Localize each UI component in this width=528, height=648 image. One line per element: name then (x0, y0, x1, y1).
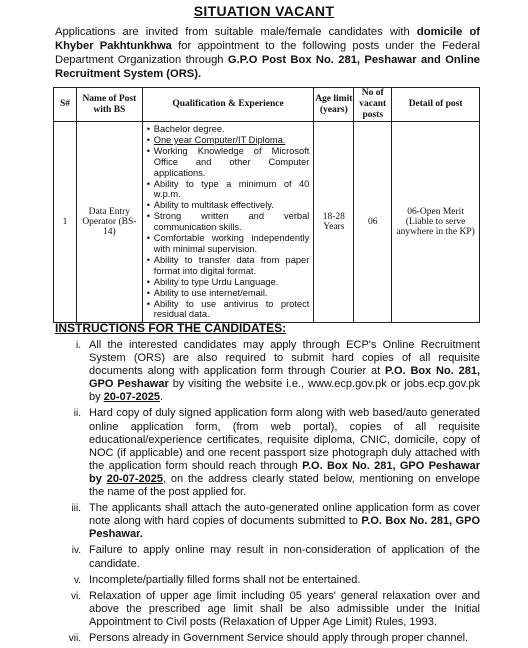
cell-serial: 1 (54, 122, 77, 323)
qualification-item: • One year Computer/IT Diploma. (147, 135, 310, 146)
page-title: SITUATION VACANT (193, 3, 335, 19)
qualification-item: • Strong written and verbal communication skills. (147, 211, 310, 233)
posts-table (53, 87, 480, 323)
instruction-number: iv. (71, 545, 81, 557)
instruction-text (89, 502, 480, 541)
instruction-item (55, 590, 480, 629)
qualification-item: • Ability to transfer data from paper format into digital format. (147, 255, 310, 277)
detail-liability: (Liable to serve anywhere in the KP) (396, 217, 475, 238)
qualification-item: • Ability to use internet/email. (147, 288, 310, 299)
instruction-part: by visiting the website i.e., www.ecp.gov.pk or jobs.ecp.gov.pk by (89, 378, 480, 404)
instruction-deadline: 20-07-2025 (106, 472, 163, 485)
instruction-part: . (159, 391, 164, 404)
header-post: Name of Post with BS (76, 88, 142, 122)
instruction-item (55, 544, 480, 570)
instruction-number: iii. (71, 503, 81, 515)
intro-domicile: domicile of Khyber Pakhtunkhwa (55, 26, 480, 52)
instruction-text: Relaxation of upper age limit including 05 years' general relaxation over and above the prescribed age limit shall be also admissible under the Initial Appointment to Civil posts (Relaxation of Upper Age Limit) Rules, 1993. (89, 589, 480, 628)
qualification-item: • Ability to type Urdu Language. (147, 277, 310, 288)
instruction-item (55, 574, 480, 587)
cell-post: Data Entry Operator (BS-14) (76, 122, 142, 323)
instruction-text (89, 407, 480, 499)
instruction-number: vii. (68, 632, 81, 644)
instruction-text: Failure to apply online may result in non-consideration of application of the candidate. (89, 544, 480, 570)
instructions-list (55, 339, 480, 648)
header-detail: Detail of post (392, 88, 480, 122)
instruction-deadline: 20-07-2025 (103, 391, 160, 404)
header-qualification: Qualification & Experience (142, 88, 314, 122)
instruction-item (55, 502, 480, 541)
qualification-item: • Working Knowledge of Microsoft Office and other Computer applications. (147, 146, 310, 179)
instruction-number: ii. (73, 408, 81, 420)
instruction-part: , on the address clearly stated below, mentioning on envelope the name of the post applied for. (89, 472, 480, 499)
cell-detail (392, 122, 480, 323)
qualification-item: • Ability to type a minimum of 40 w.p.m. (147, 179, 310, 201)
instruction-number: i. (76, 340, 81, 351)
instruction-text: Incomplete/partially filled forms shall not be entertained. (89, 573, 361, 586)
header-serial: S# (54, 88, 77, 122)
cell-age: 18-28 Years (314, 122, 354, 323)
cell-vacant: 06 (354, 122, 392, 323)
intro-text: Applications are invited from suitable male/female candidates with (55, 26, 417, 38)
intro-paragraph (55, 25, 480, 81)
instructions-heading: INSTRUCTIONS FOR THE CANDIDATES: (55, 321, 287, 335)
instruction-item (55, 407, 480, 499)
header-vacant: No of vacant posts (354, 88, 392, 122)
intro-text: for appointment to the following posts under the Federal Department Organization through (55, 40, 481, 66)
instruction-part: Hard copy of duly signed application form along with web based/auto generated online application form, (from web portal), copies of all requisite educational/experience certificates, requisite diploma, CNIC, domicile, copy of NOC (if applicable) and one recent passport size photograph duly attached with the application form should reach through (89, 407, 480, 472)
instruction-number: v. (73, 574, 81, 586)
qualification-item: • Ability to use antivirus to protect residual data. (147, 299, 310, 321)
cell-qualifications (142, 122, 314, 323)
header-age: Age limit (years) (314, 88, 354, 122)
instruction-number: vi. (71, 590, 81, 602)
qualification-item: • Ability to multitask effectively. (147, 200, 310, 211)
instruction-part: The applicants shall attach the auto-generated online application form as cover note along with hard copies of documents submitted to (89, 502, 480, 528)
instruction-part: All the interested candidates may apply through ECP's Online Recruitment System (ORS) are also required to submit hard copies of all requisite documents along with application form through Courier at (89, 339, 480, 378)
qualification-list (143, 122, 314, 322)
instruction-text (89, 339, 480, 404)
table-row (54, 122, 480, 323)
instruction-text: Persons already in Government Service should apply through proper channel. (89, 631, 469, 644)
intro-address: G.P.O Post Box No. 281, Peshawar and Online Recruitment System (ORS). (55, 54, 480, 80)
qualification-item: • Comfortable working independently with minimal supervision. (147, 233, 310, 255)
instruction-item (55, 632, 480, 645)
detail-merit: 06-Open Merit (407, 207, 464, 218)
instruction-address: P.O. Box No. 281, GPO Peshawar (89, 365, 481, 391)
instruction-address: P.O. Box No. 281, GPO Peshawar. (89, 515, 480, 541)
qualification-item: • Bachelor degree. (147, 124, 310, 135)
table-header-row (54, 88, 480, 122)
instruction-item (55, 339, 480, 404)
instruction-address: P.O. Box No. 281, GPO Peshawar by (89, 459, 481, 485)
